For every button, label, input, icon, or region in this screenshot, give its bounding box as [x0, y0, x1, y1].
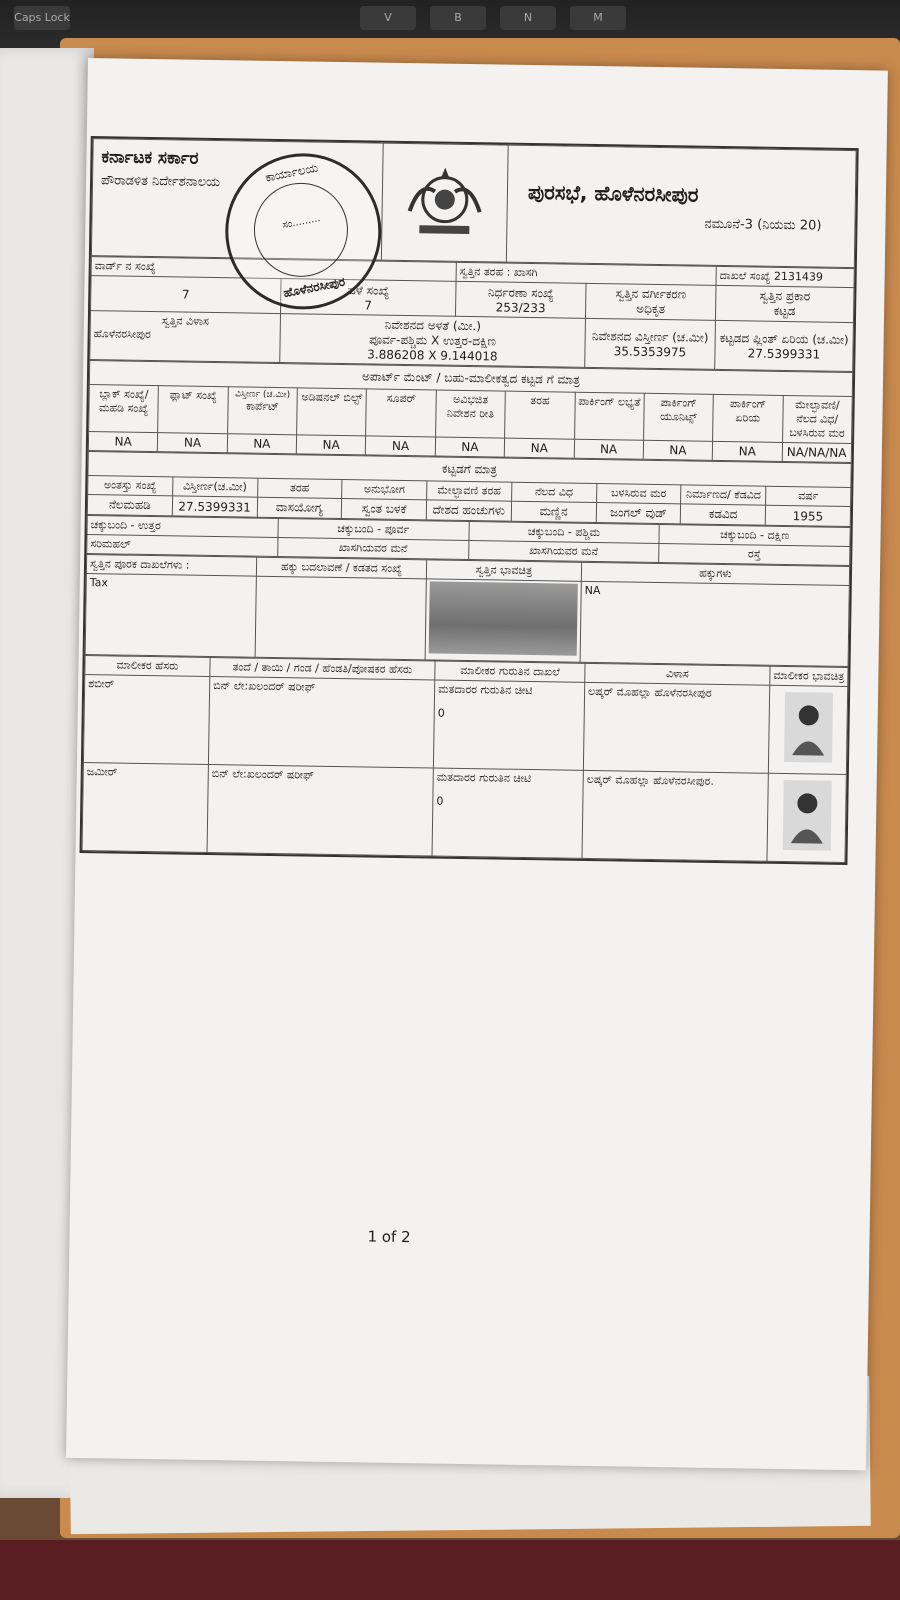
owner-address: ಲಷ್ಕರ್ ಮೊಹಲ್ಲಾ ಹೊಳೆನರಸೀಪುರ [583, 682, 769, 773]
owner-photo [768, 685, 847, 774]
seal-top-text: ಕಾರ್ಯಾಲಯ [264, 160, 320, 185]
dimension-cell [280, 314, 586, 368]
supporting-label: ಸ್ವತ್ತಿನ ಪೂರಕ ದಾಖಲೆಗಳು : [86, 555, 256, 577]
property-photo [425, 579, 581, 662]
documents-table [85, 554, 850, 667]
person-icon [788, 697, 829, 758]
owner-parent: ಬಿನ್ ಲೇ:ಖಲಂದರ್ ಷರೀಫ್ [208, 676, 434, 768]
apt-value: NA [296, 435, 366, 455]
bld-header: ಅಂತಸ್ತು ಸಂಖ್ಯೆ [88, 476, 173, 496]
dimension-desc: ಪೂರ್ವ-ಪಶ್ಚಿಮ X ಉತ್ತರ-ದಕ್ಷಿಣ [369, 332, 497, 349]
kind-value: ಕಟ್ಟಡ [773, 303, 796, 319]
form-number: ನಮೂನೆ-3 (ನಿಯಮ 20) [704, 216, 822, 234]
transfer-value [255, 576, 426, 660]
bld-value: 27.5399331 [172, 496, 257, 517]
owner-id-no: 0 [437, 706, 445, 720]
east-label: ಚಕ್ಕುಬಂದಿ - ಪೂರ್ವ [278, 519, 469, 541]
apt-header: ಪಾರ್ಕಿಂಗ್ ಲಭ್ಯತೆ [574, 392, 644, 440]
cloth-background [0, 1540, 900, 1600]
bld-value: ವಾಸಯೋಗ್ಯ [257, 497, 342, 518]
assessment-label: ನಿರ್ಧರಣಾ ಸಂಖ್ಯೆ [487, 284, 554, 300]
category-cell [585, 283, 716, 320]
owner-id-doc: ಮತದಾರರ ಗುರುತಿನ ಚೀಟಿ [436, 770, 532, 786]
bld-header: ಬಳಸಿರುವ ಮರ [596, 484, 681, 504]
bld-header: ನೆಲದ ವಿಧ [511, 482, 596, 502]
owner-id-no: 0 [436, 794, 444, 808]
owner-header: ವಿಳಾಸ [585, 663, 770, 685]
east-value: ಖಾಸಗಿಯವರ ಮನೆ [277, 538, 468, 560]
bld-header: ಮೇಲ್ಛಾವಣಿ ತರಹ [427, 481, 512, 501]
site-area-label: ನಿವೇಶನದ ವಿಸ್ತೀರ್ಣ (ಚ.ಮೀ) [591, 328, 709, 345]
plinth-value: 27.5399331 [747, 345, 821, 362]
apt-header-text: ಕಾರ್ಪೆಟ್ [245, 399, 279, 414]
keyboard-key: B [430, 6, 486, 30]
owner-name: ಜಮೀರ್ [82, 763, 208, 853]
owner-photo [767, 773, 846, 862]
assessment-cell [456, 281, 587, 318]
kind-label: ಸ್ವತ್ತಿನ ಪ್ರಕಾರ [759, 288, 811, 304]
owner-header: ಮಾಲೀಕರ ಹೆಸರು [85, 656, 210, 677]
apt-header: ಪಾರ್ಕಿಂಗ್ ಏರಿಯ [713, 394, 783, 442]
plinth-label: ಕಟ್ಟಡದ ಪ್ಲಿಂತ್ ಏರಿಯ (ಚ.ಮೀ) [719, 330, 849, 347]
owners-table [82, 655, 849, 863]
apt-value: NA [574, 439, 644, 459]
header-table [91, 138, 857, 268]
address-label: ಸ್ವತ್ತಿನ ವಿಳಾಸ [161, 314, 209, 328]
header-right [506, 145, 856, 267]
building-table [87, 451, 852, 527]
owner-name: ಶಬೀರ್ [83, 675, 209, 765]
bld-value: 1955 [765, 505, 850, 526]
person-icon [786, 785, 827, 846]
apt-header: ಬ್ಲಾಕ್ ಸಂಖ್ಯೆ/ ಮಹಡಿ ಸಂಖ್ಯೆ [89, 385, 159, 433]
apt-header: ಅವಿಭಜಿತ ನಿವೇಶನ ರೀತಿ [435, 390, 505, 438]
property-photo-image [429, 581, 578, 655]
bld-header: ವಿಸ್ತೀರ್ಣ(ಚ.ಮೀ) [172, 477, 257, 497]
state-emblem [381, 143, 508, 262]
rights-label: ಹಕ್ಕುಗಳು [581, 562, 849, 585]
site-area-value: 35.5353975 [613, 343, 687, 359]
owner-header: ಮಾಲೀಕರ ಭಾವಚಿತ್ರ [770, 666, 848, 686]
keyboard-key: N [500, 6, 556, 30]
ward-value: 7 [91, 276, 282, 314]
municipality-name: ಪುರಸಭೆ, ಹೊಳೆನರಸೀಪುರ [527, 179, 699, 207]
seal-mid-text: ಸಂ......... [281, 212, 322, 232]
bld-header: ಅನುಭೋಗ [342, 480, 427, 500]
apt-header: ಸೂಪರ್ [366, 389, 436, 437]
apt-header: ಅಡಿಷನಲ್ ಬಿಲ್ಟ್ [297, 388, 367, 436]
apt-value: NA [227, 434, 297, 454]
rights-value: NA [580, 581, 849, 666]
bld-value: ನೆಲಮಹಡಿ [87, 495, 172, 516]
form-sheet [80, 136, 859, 865]
keyboard-key: M [570, 6, 626, 30]
apt-value: NA [158, 433, 228, 453]
north-label: ಚಕ್ಕುಬಂದಿ - ಉತ್ತರ [87, 516, 278, 538]
application-cell [716, 266, 854, 287]
bld-header: ತರಹ [257, 478, 342, 498]
address-value: ಹೊಳೆನರಸೀಪುರ [93, 327, 151, 342]
building-band: ಕಟ್ಟಡಗೆ ಮಾತ್ರ [88, 452, 851, 488]
category-label: ಸ್ವತ್ತಿನ ವರ್ಗೀಕರಣ [615, 286, 687, 302]
apt-value: NA/NA/NA [782, 442, 852, 462]
owner-id [433, 680, 584, 770]
emblem-icon [399, 160, 490, 241]
bld-header: ನಿರ್ಮಾಣದ/ ಕೆಡವಿದ [681, 485, 766, 505]
south-label: ಚಕ್ಕುಬಂದಿ - ದಕ್ಷಿಣ [659, 525, 850, 547]
bld-value: ಸ್ವಂತ ಬಳಕೆ [342, 499, 427, 520]
category-value: ಅಧಿಕೃತ [636, 301, 666, 317]
transfer-label: ಹಕ್ಕು ಬದಲಾವಣೆ / ಕಡತದ ಸಂಖ್ಯೆ [256, 557, 426, 579]
bld-value: ದೇಶದ ಹಂಚುಗಳು [426, 500, 511, 521]
apt-header: ತರಹ [505, 391, 575, 439]
apt-header: ಫ್ಲಾಟ್ ಸಂಖ್ಯೆ [158, 386, 228, 434]
apt-value: NA [504, 438, 574, 458]
apt-value: NA [643, 440, 713, 460]
dimension-label: ನಿವೇಶನದ ಅಳತೆ (ಮೀ.) [384, 317, 482, 334]
apt-header [227, 387, 297, 435]
apt-value: NA [712, 441, 782, 461]
page-number: 1 of 2 [367, 1227, 411, 1247]
apt-header: ಪಾರ್ಕಿಂಗ್ ಯೂನಿಟ್ಸ್ [643, 393, 713, 441]
supporting-value: Tax [85, 574, 256, 658]
west-value: ಖಾಸಗಿಯವರ ಮನೆ [468, 541, 659, 563]
owner-header: ಮಾಲೀಕರ ಗುರುತಿನ ದಾಖಲೆ [435, 661, 585, 682]
owner-portrait [784, 692, 833, 763]
property-table [89, 256, 855, 372]
kind-cell [715, 285, 854, 322]
keyboard-key: V [360, 6, 416, 30]
owner-portrait [782, 780, 831, 851]
apt-value: NA [366, 436, 436, 456]
owner-address: ಲಷ್ಕರ್ ಮೊಹಲ್ಲಾ ಹೊಳೆನರಸೀಪುರ. [582, 770, 768, 861]
apartment-band: ಅಪಾರ್ಟ್ ಮೆಂಟ್ / ಬಹು-ಮಾಲೀಕತ್ವದ ಕಟ್ಟಡ ಗೆ ಮಾತ್ರ [89, 361, 852, 397]
seal-bottom-text: ಹೊಳೆನರಸೀಪುರ [282, 274, 347, 301]
directorate-name: ಪೌರಾಡಳಿತ ನಿರ್ದೇಶನಾಲಯ [100, 173, 221, 191]
owner-header: ತಂದೆ / ತಾಯಿ / ಗಂಡ / ಹೆಂಡತಿ/ಪೋಷಕರ ಹೆಸರು [210, 657, 435, 680]
document-page [66, 58, 888, 1470]
apartment-table [88, 360, 853, 463]
owner-id-doc: ಮತದಾರರ ಗುರುತಿನ ಚೀಟಿ [438, 682, 533, 698]
apt-header: ಮೇಲ್ಛಾವಣಿ/ನೆಲದ ವಿಧ/ಬಳಸಿರುವ ಮರ [782, 395, 852, 443]
type-label: ಸ್ವತ್ತಿನ ತರಹ : ಖಾಸಗಿ [456, 262, 716, 285]
old-number-label: ಹಳೆ ಸಂಖ್ಯೆ [347, 282, 390, 298]
owner-parent: ಬಿನ್ ಲೇ:ಖಲಂದರ್ ಷರೀಫ್ [207, 764, 433, 856]
govt-name: ಕರ್ನಾಟಕ ಸರ್ಕಾರ [101, 147, 199, 169]
bld-value: ಮಣ್ಣಿನ [511, 501, 596, 522]
west-label: ಚಕ್ಕುಬಂದಿ - ಪಶ್ಚಿಮ [468, 522, 659, 544]
application-number: 2131439 [773, 269, 824, 284]
site-area-cell [585, 318, 716, 369]
address-cell [90, 311, 281, 363]
photo-label: ಸ್ವತ್ತಿನ ಭಾವಚಿತ್ರ [426, 560, 581, 581]
assessment-number: 253/233 [495, 299, 546, 315]
bld-value: ಕಡವಿದ [681, 504, 766, 525]
bld-value: ಜಂಗಲ್ ವುಡ್ [596, 503, 681, 524]
south-value: ರಸ್ತೆ [659, 544, 850, 566]
application-label: ದಾಖಲೆ ಸಂಖ್ಯೆ [719, 268, 771, 283]
area-header: ವಿಸ್ತೀರ್ಣ (ಚ.ಮೀ) [235, 389, 291, 401]
block-number: 7 [364, 297, 373, 312]
owner-id [432, 768, 583, 858]
apt-value: NA [435, 437, 505, 457]
ward-label: ವಾರ್ಡ್ ನ ಸಂಖ್ಯೆ [91, 257, 456, 282]
bld-header: ವರ್ಷ [766, 486, 851, 506]
apt-value: NA [88, 432, 158, 452]
plinth-cell [715, 320, 854, 371]
dimension-value: 3.886208 X 9.144018 [367, 347, 498, 364]
keyboard-key: Caps Lock [14, 6, 70, 30]
north-value: ಸರಿಮಹಲ್ [87, 535, 278, 557]
